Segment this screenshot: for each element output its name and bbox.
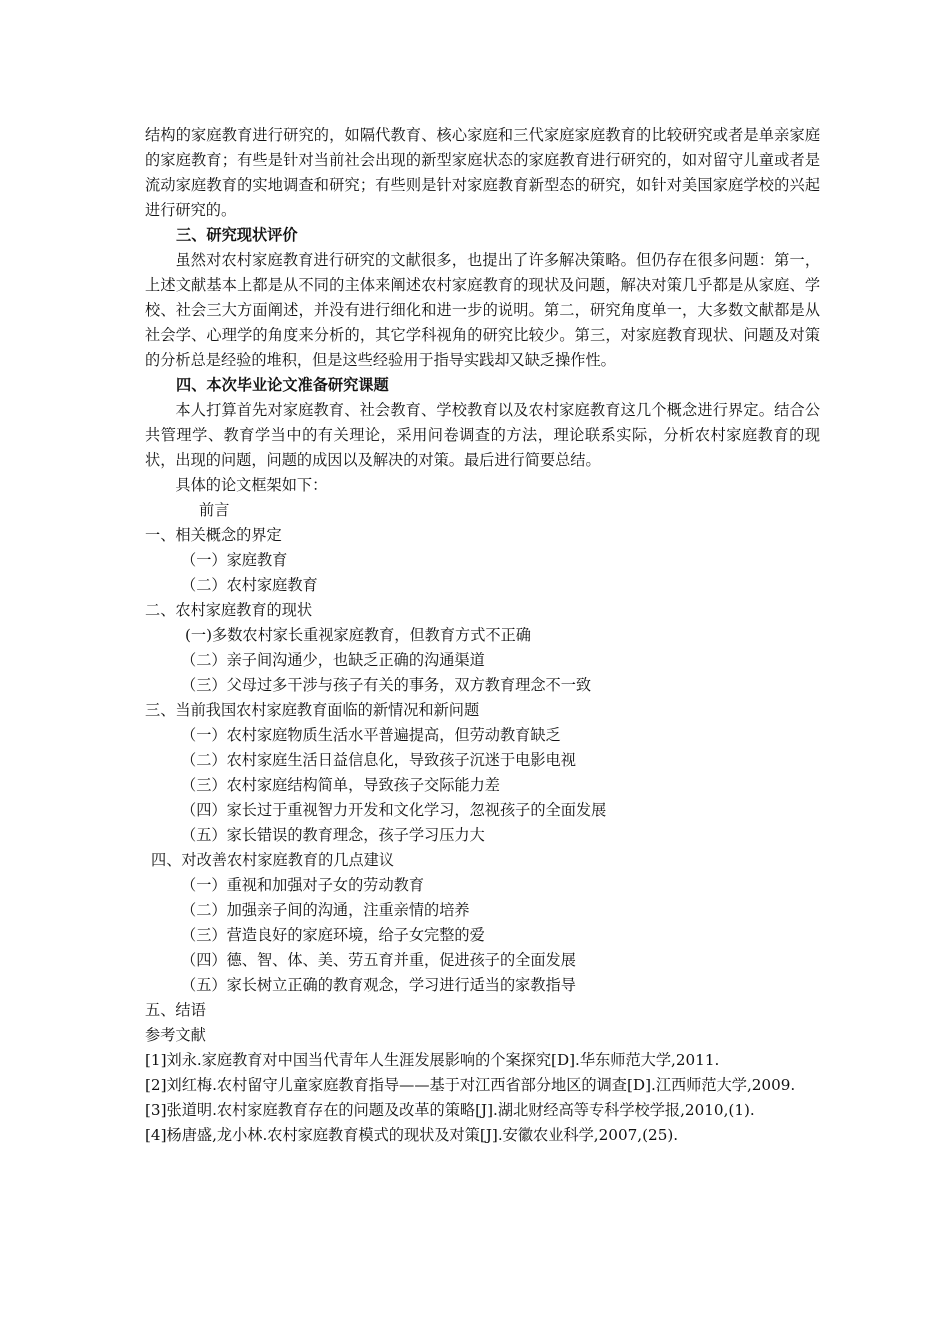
reference-item: [2]刘红梅.农村留守儿童家庭教育指导——基于对江西省部分地区的调查[D].江西师范大学,2009. xyxy=(145,1076,796,1094)
outline-section-4: 四、对改善农村家庭教育的几点建议 xyxy=(151,851,394,869)
outline-preface: 前言 xyxy=(199,501,230,519)
outline-item: （四）家长过于重视智力开发和文化学习，忽视孩子的全面发展 xyxy=(181,801,607,819)
outline-section-1: 一、相关概念的界定 xyxy=(145,526,282,544)
outline-item: （三）农村家庭结构简单，导致孩子交际能力差 xyxy=(181,776,500,794)
outline-section-3: 三、当前我国农村家庭教育面临的新情况和新问题 xyxy=(145,701,480,719)
outline-item: （三）营造良好的家庭环境，给子女完整的爱 xyxy=(181,926,485,944)
outline-item: （二）亲子间沟通少，也缺乏正确的沟通渠道 xyxy=(181,651,485,669)
intro-paragraph: 结构的家庭教育进行研究的，如隔代教育、核心家庭和三代家庭家庭教育的比较研究或者是单亲家庭的家庭教育；有些是针对当前社会出现的新型家庭状态的家庭教育进行研究的，如对留守儿童或者是流动家庭教育的实地调查和研究；有些则是针对家庭教育新型态的研究，如针对美国家庭学校的兴起进行研究的。 xyxy=(145,126,820,219)
outline-item: （五）家长错误的教育理念，孩子学习压力大 xyxy=(181,826,485,844)
outline-item: （五）家长树立正确的教育观念，学习进行适当的家教指导 xyxy=(181,976,576,994)
outline-item: （三）父母过多干涉与孩子有关的事务，双方教育理念不一致 xyxy=(181,676,592,694)
framework-intro: 具体的论文框架如下： xyxy=(175,476,328,494)
reference-item: [1]刘永.家庭教育对中国当代青年人生涯发展影响的个案探究[D].华东师范大学,2011. xyxy=(145,1051,720,1069)
references-heading: 参考文献 xyxy=(145,1026,206,1044)
outline-item: （二）农村家庭教育 xyxy=(181,576,318,594)
reference-item: [3]张道明.农村家庭教育存在的问题及改革的策略[J].湖北财经高等专科学校学报,2010,(1). xyxy=(145,1101,755,1119)
document-page xyxy=(145,123,820,1148)
outline-item: （一）农村家庭物质生活水平普遍提高，但劳动教育缺乏 xyxy=(181,726,561,744)
section4-paragraph: 本人打算首先对家庭教育、社会教育、学校教育以及农村家庭教育这几个概念进行界定。结合公共管理学、教育学当中的有关理论，采用问卷调查的方法，理论联系实际，分析农村家庭教育的现状，出现的问题，问题的成因以及解决的对策。最后进行简要总结。 xyxy=(145,401,820,469)
outline-item: （一）重视和加强对子女的劳动教育 xyxy=(181,876,424,894)
reference-item: [4]杨唐盛,龙小林.农村家庭教育模式的现状及对策[J].安徽农业科学,2007,(25). xyxy=(145,1126,679,1144)
section3-heading: 三、研究现状评价 xyxy=(176,226,298,244)
outline-item: （二）加强亲子间的沟通，注重亲情的培养 xyxy=(181,901,470,919)
outline-item: (一)多数农村家长重视家庭教育，但教育方式不正确 xyxy=(185,626,531,644)
outline-section-5: 五、结语 xyxy=(145,1001,206,1019)
outline-item: （一）家庭教育 xyxy=(181,551,288,569)
section3-paragraph: 虽然对农村家庭教育进行研究的文献很多，也提出了许多解决策略。但仍存在很多问题：第一，上述文献基本上都是从不同的主体来阐述农村家庭教育的现状及问题，解决对策几乎都是从家庭、学校、社会三大方面阐述，并没有进行细化和进一步的说明。第二，研究角度单一，大多数文献都是从社会学、心理学的角度来分析的，其它学科视角的研究比较少。第三，对家庭教育现状、问题及对策的分析总是经验的堆积，但是这些经验用于指导实践却又缺乏操作性。 xyxy=(145,251,820,369)
outline-section-2: 二、农村家庭教育的现状 xyxy=(145,601,313,619)
section4-heading: 四、本次毕业论文准备研究课题 xyxy=(176,376,389,394)
outline-item: （四）德、智、体、美、劳五育并重，促进孩子的全面发展 xyxy=(181,951,576,969)
outline-item: （二）农村家庭生活日益信息化，导致孩子沉迷于电影电视 xyxy=(181,751,576,769)
